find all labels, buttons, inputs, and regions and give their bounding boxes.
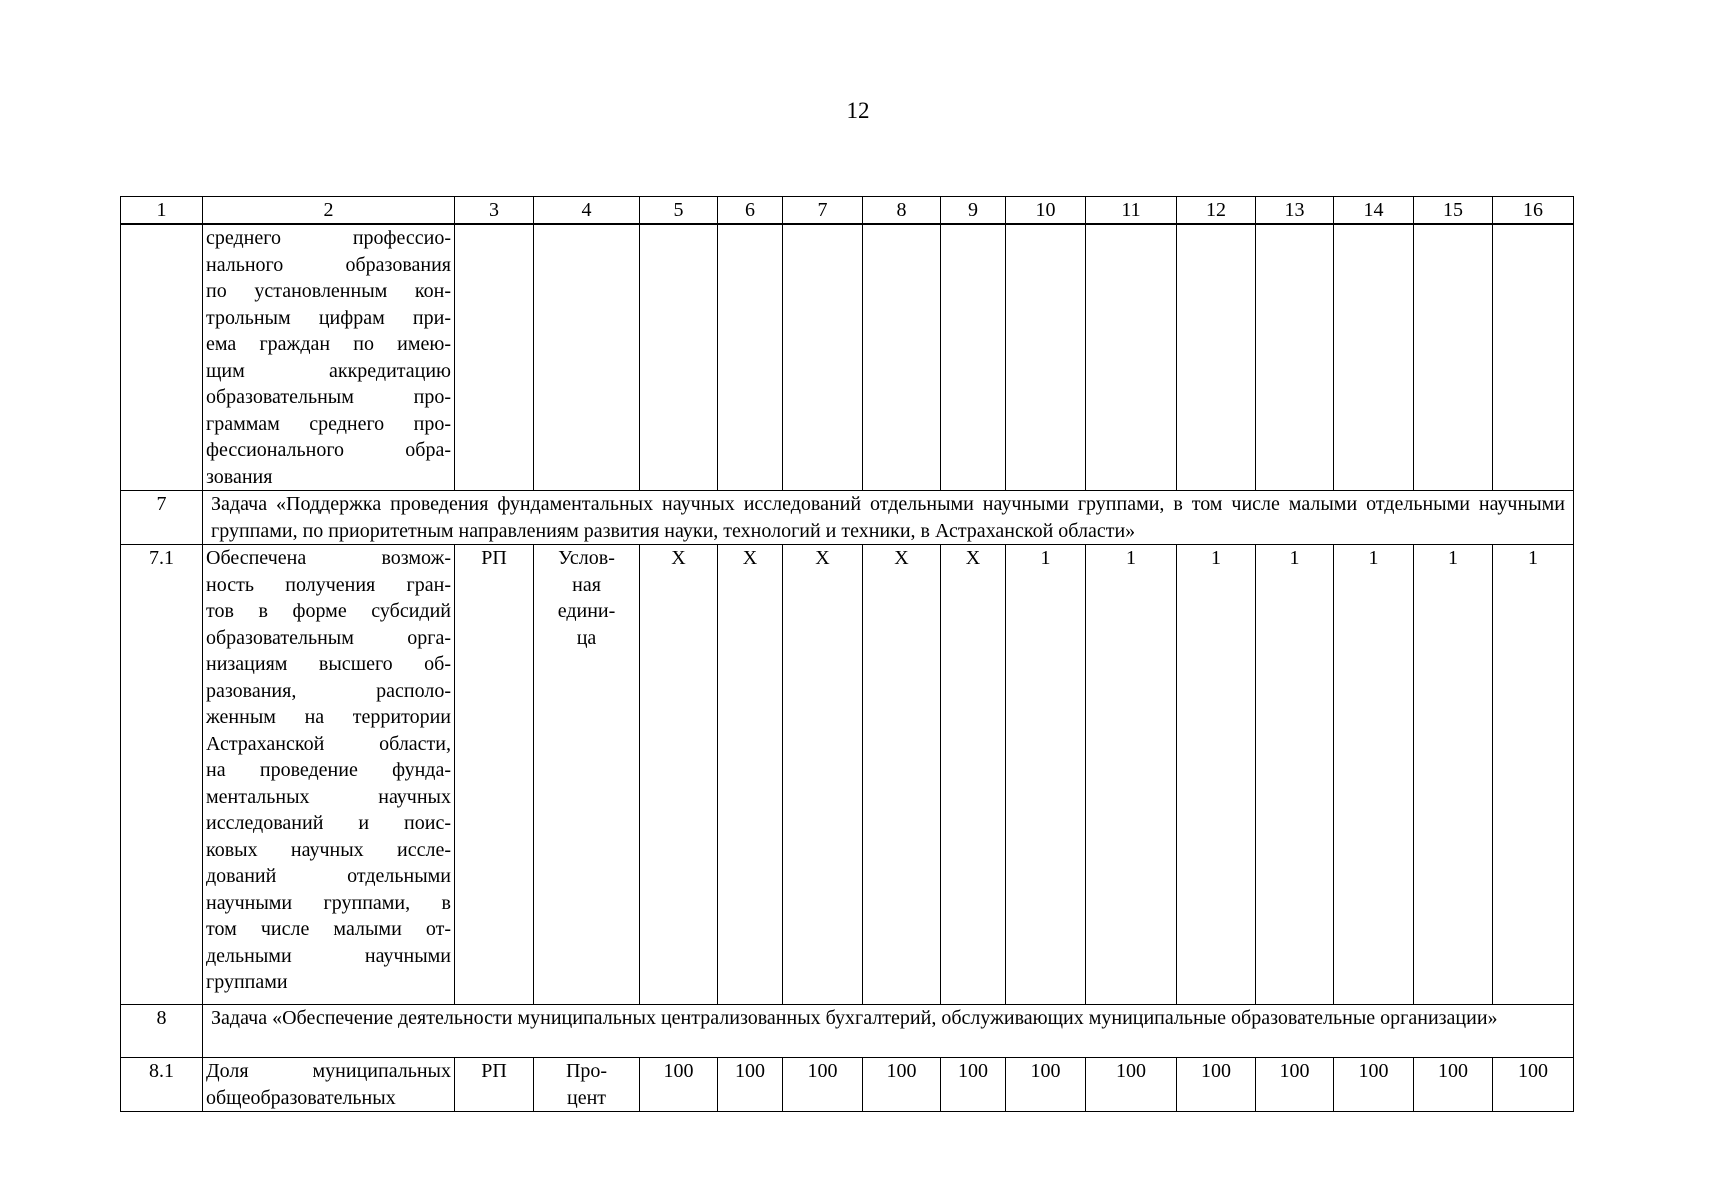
name-line: разования, располо- bbox=[206, 679, 451, 702]
header-cell: 7 bbox=[783, 197, 863, 225]
row-number-cell: 8.1 bbox=[121, 1058, 203, 1112]
empty-cell bbox=[783, 224, 863, 491]
value-cell: Х bbox=[718, 545, 783, 1005]
indicator-name-cell bbox=[203, 224, 455, 491]
name-line: том числе малыми от- bbox=[206, 918, 451, 940]
value-cell: 100 bbox=[1414, 1058, 1493, 1112]
name-line: нального образования bbox=[206, 253, 451, 276]
name-line: низациям высшего об- bbox=[206, 653, 451, 675]
empty-cell bbox=[1006, 224, 1086, 491]
value-cell: 1 bbox=[1006, 545, 1086, 1005]
unit-line: цент bbox=[566, 1086, 607, 1109]
value-cell: 1 bbox=[1414, 545, 1493, 1005]
name-line: образовательным орга- bbox=[206, 626, 451, 649]
header-cell: 3 bbox=[455, 197, 534, 225]
value-cell: Х bbox=[941, 545, 1006, 1005]
empty-cell bbox=[640, 224, 718, 491]
empty-cell bbox=[863, 224, 941, 491]
unit-line: Про- bbox=[565, 1060, 608, 1082]
name-line: женным на территории bbox=[206, 706, 451, 728]
unit-cell bbox=[534, 1058, 640, 1112]
name-line: по установленным кон- bbox=[206, 280, 451, 302]
name-line: ность получения гран- bbox=[206, 573, 451, 596]
name-line: Астраханской области, bbox=[206, 732, 451, 755]
table-row bbox=[121, 1058, 1574, 1112]
unit-line: ная bbox=[572, 573, 601, 596]
name-line: щим аккредитацию bbox=[206, 359, 451, 382]
indicator-name-cell bbox=[203, 1058, 455, 1112]
value-cell: 100 bbox=[1493, 1058, 1574, 1112]
name-line: ментальных научных bbox=[206, 785, 451, 808]
header-cell: 16 bbox=[1493, 197, 1574, 225]
empty-cell bbox=[941, 224, 1006, 491]
value-cell: 100 bbox=[640, 1058, 718, 1112]
value-cell: 100 bbox=[1006, 1058, 1086, 1112]
table-header-row bbox=[121, 197, 1574, 225]
value-cell: 100 bbox=[1177, 1058, 1256, 1112]
name-line: ема граждан по имею- bbox=[206, 333, 451, 355]
value-cell: 100 bbox=[863, 1058, 941, 1112]
header-cell: 14 bbox=[1334, 197, 1414, 225]
row-number-cell: 7.1 bbox=[121, 545, 203, 1005]
task-text: Задача «Обеспечение деятельности муниципальных централизованных бухгалтерий, обслуживающих муниципальные образовательные организации» bbox=[203, 1005, 1574, 1058]
header-cell: 15 bbox=[1414, 197, 1493, 225]
name-line: дельными научными bbox=[206, 944, 451, 967]
task-number: 8 bbox=[121, 1005, 203, 1058]
name-line: Обеспечена возмож- bbox=[206, 547, 451, 569]
name-line: фессионального обра- bbox=[206, 439, 451, 461]
value-cell: 1 bbox=[1334, 545, 1414, 1005]
empty-cell bbox=[534, 224, 640, 491]
name-line: тов в форме субсидий bbox=[206, 600, 451, 622]
task-row bbox=[121, 1005, 1574, 1058]
empty-cell bbox=[1256, 224, 1334, 491]
header-cell: 1 bbox=[121, 197, 203, 225]
row-number-cell bbox=[121, 224, 203, 491]
empty-cell bbox=[1493, 224, 1574, 491]
name-line: дований отдельными bbox=[206, 865, 451, 887]
indicators-table bbox=[120, 196, 1574, 1112]
task-text: Задача «Поддержка проведения фундаментальных научных исследований отдельными научными группами, в том числе малыми отдельными научными группами, по приоритетным направлениям развития науки, технологий и техники, в Астраханской области» bbox=[203, 491, 1574, 545]
name-line: общеобразовательных bbox=[206, 1086, 396, 1109]
header-cell: 11 bbox=[1086, 197, 1177, 225]
value-cell: 1 bbox=[1086, 545, 1177, 1005]
value-cell: Х bbox=[640, 545, 718, 1005]
value-cell: Х bbox=[783, 545, 863, 1005]
value-cell: 100 bbox=[1256, 1058, 1334, 1112]
header-cell: 5 bbox=[640, 197, 718, 225]
task-row bbox=[121, 491, 1574, 545]
name-line: научными группами, в bbox=[206, 891, 451, 914]
value-cell: 100 bbox=[718, 1058, 783, 1112]
indicator-name-cell bbox=[203, 545, 455, 1005]
header-cell: 9 bbox=[941, 197, 1006, 225]
empty-cell bbox=[718, 224, 783, 491]
value-cell: Х bbox=[863, 545, 941, 1005]
table-row bbox=[121, 545, 1574, 1005]
header-cell: 4 bbox=[534, 197, 640, 225]
value-cell: 1 bbox=[1177, 545, 1256, 1005]
value-cell: 100 bbox=[783, 1058, 863, 1112]
name-line: Доля муниципальных bbox=[206, 1060, 451, 1082]
value-cell: 100 bbox=[1334, 1058, 1414, 1112]
header-cell: 2 bbox=[203, 197, 455, 225]
header-cell: 10 bbox=[1006, 197, 1086, 225]
name-line: группами bbox=[206, 971, 288, 993]
unit-line: Услов- bbox=[558, 547, 615, 569]
header-cell: 6 bbox=[718, 197, 783, 225]
empty-cell bbox=[1086, 224, 1177, 491]
name-line: образовательным про- bbox=[206, 386, 451, 408]
name-line: исследований и поис- bbox=[206, 812, 451, 834]
name-line: зования bbox=[206, 465, 273, 488]
unit-line: едини- bbox=[557, 600, 616, 622]
unit-line: ца bbox=[576, 626, 597, 649]
task-number: 7 bbox=[121, 491, 203, 545]
value-cell: 100 bbox=[1086, 1058, 1177, 1112]
name-line: среднего профессио- bbox=[206, 227, 451, 249]
name-line: трольным цифрам при- bbox=[206, 306, 451, 329]
name-line: на проведение фунда- bbox=[206, 759, 451, 781]
value-cell: 1 bbox=[1256, 545, 1334, 1005]
name-line: граммам среднего про- bbox=[206, 412, 451, 435]
empty-cell bbox=[455, 224, 534, 491]
unit-cell bbox=[534, 545, 640, 1005]
header-cell: 12 bbox=[1177, 197, 1256, 225]
header-cell: 8 bbox=[863, 197, 941, 225]
table-row bbox=[121, 224, 1574, 491]
source-cell: РП bbox=[455, 545, 534, 1005]
name-line: ковых научных иссле- bbox=[206, 838, 451, 861]
source-cell: РП bbox=[455, 1058, 534, 1112]
page-number: 12 bbox=[846, 98, 870, 123]
value-cell: 1 bbox=[1493, 545, 1574, 1005]
empty-cell bbox=[1414, 224, 1493, 491]
value-cell: 100 bbox=[941, 1058, 1006, 1112]
empty-cell bbox=[1177, 224, 1256, 491]
header-cell: 13 bbox=[1256, 197, 1334, 225]
empty-cell bbox=[1334, 224, 1414, 491]
